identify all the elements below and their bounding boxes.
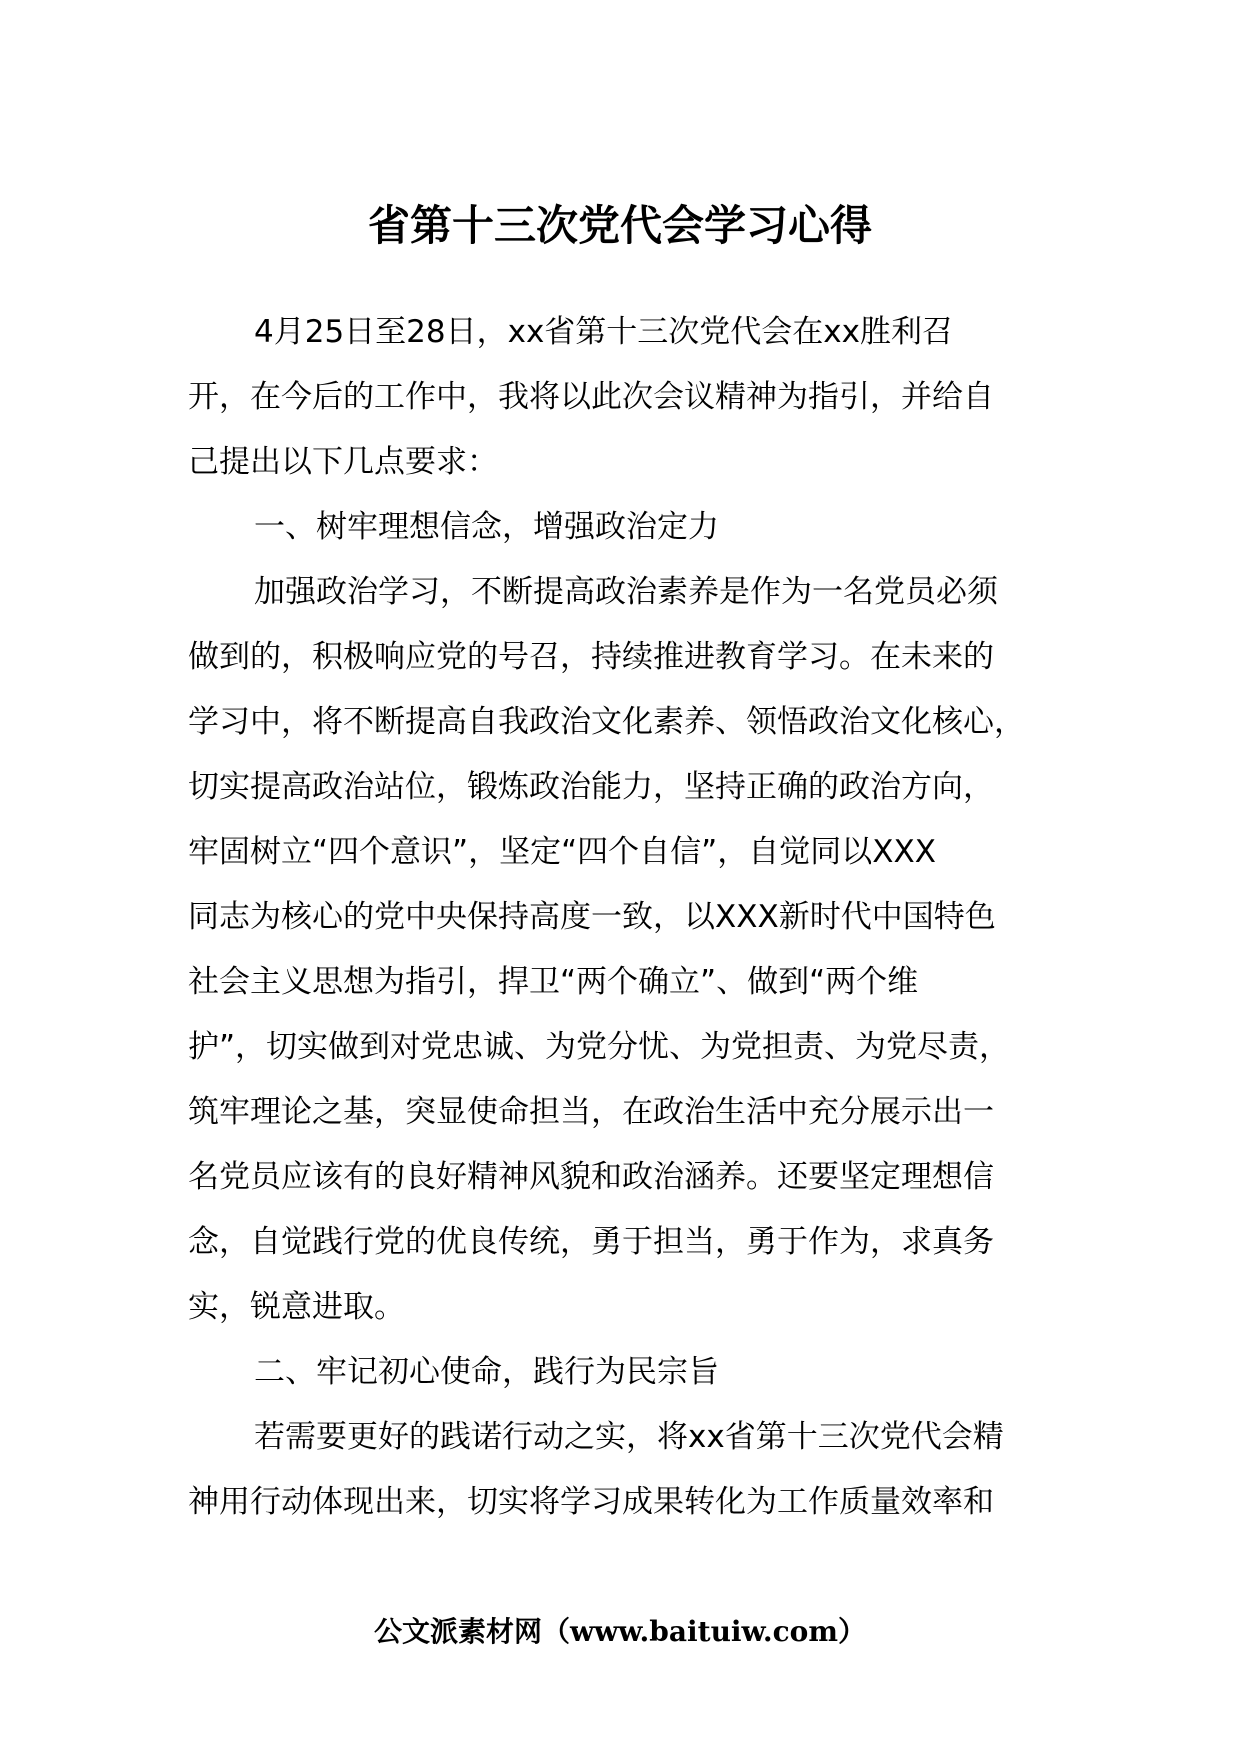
paragraph-line: 己提出以下几点要求：: [188, 444, 498, 480]
paragraph-line: 实，锐意进取。: [188, 1289, 405, 1325]
paragraph-line: 神用行动体现出来，切实将学习成果转化为工作质量效率和: [188, 1484, 994, 1520]
paragraph-line: 筑牢理论之基，突显使命担当，在政治生活中充分展示出一: [188, 1094, 994, 1130]
paragraph-line: 同志为核心的党中央保持高度一致，以XXX新时代中国特色: [188, 899, 996, 935]
section-heading: 一、树牢理想信念，增强政治定力: [254, 509, 719, 545]
paragraph-line: 学习中，将不断提高自我政治文化素养、领悟政治文化核心，: [188, 704, 1025, 740]
paragraph-line: 牢固树立“四个意识”，坚定“四个自信”，自觉同以XXX: [188, 834, 936, 870]
paragraph-line: 念，自觉践行党的优良传统，勇于担当，勇于作为，求真务: [188, 1224, 994, 1260]
document-body: [188, 300, 1050, 1535]
paragraph-line: 切实提高政治站位，锻炼政治能力，坚持正确的政治方向，: [188, 769, 994, 805]
paragraph-line: 若需要更好的践诺行动之实，将xx省第十三次党代会精: [254, 1419, 1004, 1455]
section-heading: 二、牢记初心使命，践行为民宗旨: [254, 1354, 719, 1390]
paragraph-line: 开，在今后的工作中，我将以此次会议精神为指引，并给自: [188, 379, 994, 415]
paragraph-line: 加强政治学习，不断提高政治素养是作为一名党员必须: [254, 574, 998, 610]
document-title: 省第十三次党代会学习心得: [367, 201, 872, 250]
paragraph-line: 4月25日至28日，xx省第十三次党代会在xx胜利召: [254, 314, 953, 350]
paragraph-line: 做到的，积极响应党的号召，持续推进教育学习。在未来的: [188, 639, 994, 675]
footer-watermark: 公文派素材网（www.baituiw.com）: [374, 1615, 866, 1648]
paragraph-line: 名党员应该有的良好精神风貌和政治涵养。还要坚定理想信: [188, 1159, 994, 1195]
paragraph-line: 护”，切实做到对党忠诚、为党分忧、为党担责、为党尽责，: [188, 1029, 1011, 1065]
paragraph-line: 社会主义思想为指引，捍卫“两个确立”、做到“两个维: [188, 964, 919, 1000]
